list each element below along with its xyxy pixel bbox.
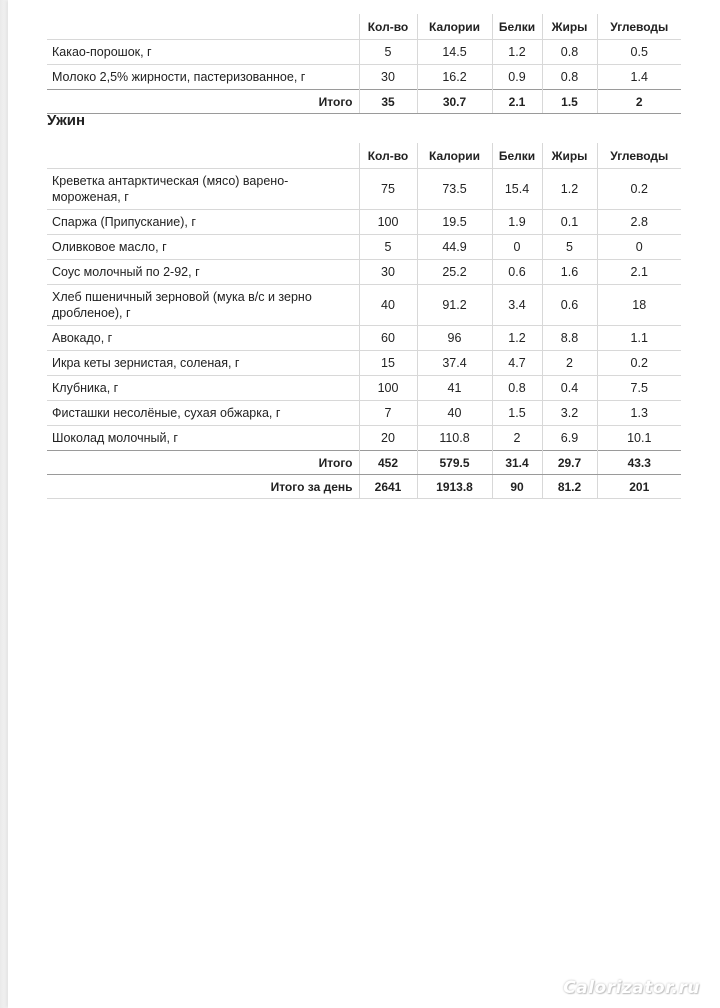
table-row [47,285,681,326]
item-carbs: 1.1 [597,326,681,351]
item-fat: 0.8 [542,65,597,90]
item-carbs: 2.8 [597,210,681,235]
snack-total-row [47,90,681,114]
item-name: Авокадо, г [47,326,359,351]
item-calories: 73.5 [417,169,492,210]
total-qty: 452 [359,451,417,475]
item-name: Креветка антарктическая (мясо) варено-мороженая, г [47,169,359,210]
item-qty: 75 [359,169,417,210]
item-protein: 0.8 [492,376,542,401]
item-qty: 20 [359,426,417,451]
item-calories: 19.5 [417,210,492,235]
item-protein: 0.9 [492,65,542,90]
watermark-logo: Calorizator.ru [563,978,700,998]
table-row [47,169,681,210]
total-fat: 1.5 [542,90,597,114]
table-row [47,326,681,351]
item-fat: 0.4 [542,376,597,401]
item-fat: 0.6 [542,285,597,326]
item-carbs: 0 [597,235,681,260]
table-header-row [47,14,681,40]
page-left-margin [0,0,8,1008]
item-carbs: 10.1 [597,426,681,451]
total-carbs: 43.3 [597,451,681,475]
item-name: Фисташки несолёные, сухая обжарка, г [47,401,359,426]
total-protein: 2.1 [492,90,542,114]
dinner-rows [47,169,681,451]
table-row [47,65,681,90]
item-qty: 100 [359,376,417,401]
header-protein: Белки [492,14,542,40]
item-carbs: 18 [597,285,681,326]
item-name: Соус молочный по 2-92, г [47,260,359,285]
total-carbs: 2 [597,90,681,114]
item-protein: 3.4 [492,285,542,326]
item-name: Молоко 2,5% жирности, пастеризованное, г [47,65,359,90]
header-carbs: Углеводы [597,14,681,40]
snack-rows [47,40,681,90]
item-calories: 25.2 [417,260,492,285]
item-calories: 110.8 [417,426,492,451]
day-total-qty: 2641 [359,475,417,499]
item-protein: 0.6 [492,260,542,285]
header-carbs: Углеводы [597,143,681,169]
item-calories: 41 [417,376,492,401]
header-protein: Белки [492,143,542,169]
item-qty: 30 [359,260,417,285]
table-row [47,401,681,426]
table-row [47,426,681,451]
item-fat: 0.8 [542,40,597,65]
header-calories: Калории [417,14,492,40]
snack-table [47,14,681,114]
header-qty: Кол-во [359,143,417,169]
item-calories: 40 [417,401,492,426]
item-fat: 0.1 [542,210,597,235]
item-name: Клубника, г [47,376,359,401]
item-carbs: 1.4 [597,65,681,90]
total-protein: 31.4 [492,451,542,475]
item-calories: 14.5 [417,40,492,65]
table-row [47,210,681,235]
item-name: Спаржа (Припускание), г [47,210,359,235]
item-calories: 96 [417,326,492,351]
total-label: Итого [47,451,359,475]
item-fat: 8.8 [542,326,597,351]
item-carbs: 1.3 [597,401,681,426]
item-carbs: 0.5 [597,40,681,65]
item-name: Какао-порошок, г [47,40,359,65]
day-total-label: Итого за день [47,475,359,499]
day-total-carbs: 201 [597,475,681,499]
total-qty: 35 [359,90,417,114]
item-name: Икра кеты зернистая, соленая, г [47,351,359,376]
item-calories: 37.4 [417,351,492,376]
item-fat: 3.2 [542,401,597,426]
item-calories: 44.9 [417,235,492,260]
item-fat: 6.9 [542,426,597,451]
header-qty: Кол-во [359,14,417,40]
total-calories: 579.5 [417,451,492,475]
item-qty: 15 [359,351,417,376]
item-name: Хлеб пшеничный зерновой (мука в/с и зерно дробленое), г [47,285,359,326]
item-protein: 1.2 [492,326,542,351]
item-carbs: 7.5 [597,376,681,401]
item-carbs: 2.1 [597,260,681,285]
total-calories: 30.7 [417,90,492,114]
item-qty: 5 [359,40,417,65]
item-protein: 2 [492,426,542,451]
day-total-calories: 1913.8 [417,475,492,499]
item-fat: 5 [542,235,597,260]
dinner-table [47,143,681,499]
item-calories: 91.2 [417,285,492,326]
item-name: Оливковое масло, г [47,235,359,260]
day-total-row [47,475,681,499]
item-calories: 16.2 [417,65,492,90]
day-total-fat: 81.2 [542,475,597,499]
header-fat: Жиры [542,14,597,40]
item-protein: 15.4 [492,169,542,210]
header-name [47,14,359,40]
table-row [47,376,681,401]
item-qty: 100 [359,210,417,235]
total-fat: 29.7 [542,451,597,475]
item-protein: 1.5 [492,401,542,426]
item-qty: 60 [359,326,417,351]
item-carbs: 0.2 [597,351,681,376]
table-header-row [47,143,681,169]
item-protein: 1.2 [492,40,542,65]
day-total-protein: 90 [492,475,542,499]
item-name: Шоколад молочный, г [47,426,359,451]
item-carbs: 0.2 [597,169,681,210]
item-fat: 1.6 [542,260,597,285]
item-qty: 7 [359,401,417,426]
table-row [47,235,681,260]
item-qty: 5 [359,235,417,260]
header-name [47,143,359,169]
table-row [47,260,681,285]
table-row [47,351,681,376]
header-calories: Калории [417,143,492,169]
dinner-total-row [47,451,681,475]
dinner-section-title: Ужин [47,112,86,129]
item-protein: 4.7 [492,351,542,376]
item-qty: 40 [359,285,417,326]
item-fat: 1.2 [542,169,597,210]
item-protein: 0 [492,235,542,260]
item-protein: 1.9 [492,210,542,235]
item-qty: 30 [359,65,417,90]
item-fat: 2 [542,351,597,376]
total-label: Итого [47,90,359,114]
table-row [47,40,681,65]
header-fat: Жиры [542,143,597,169]
